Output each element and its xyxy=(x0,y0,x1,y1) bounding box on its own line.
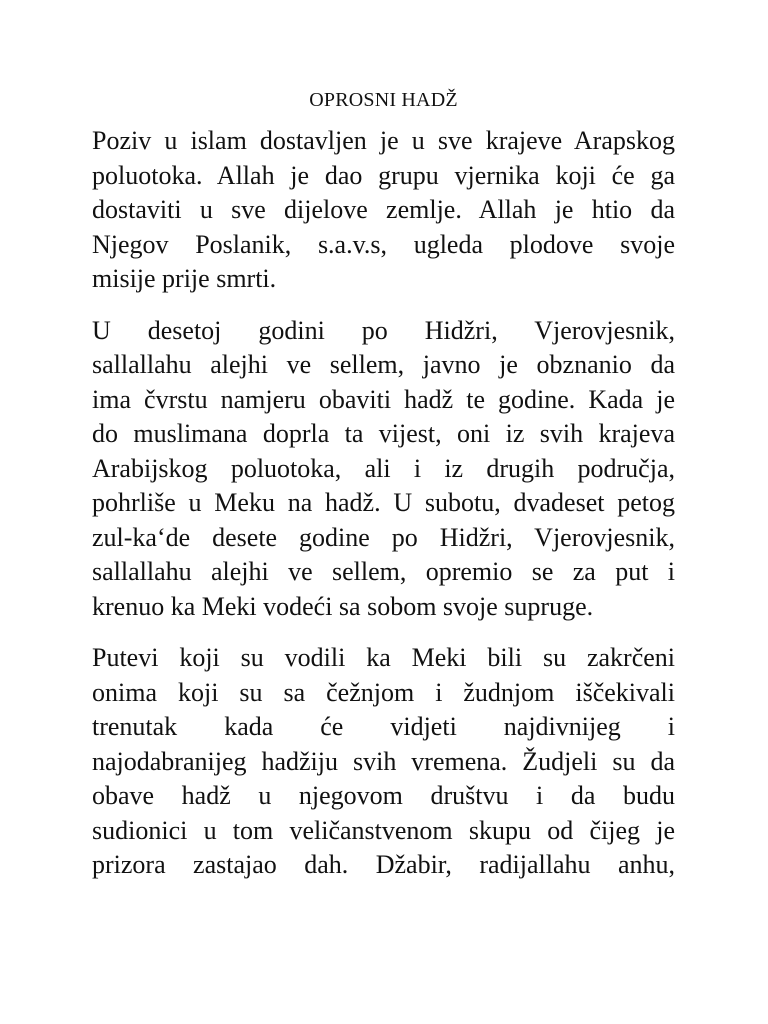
text-line: najodabranijeg hadžiju svih vremena. Žudjeli su da xyxy=(92,746,675,776)
text-line: dostaviti u sve dijelove zemlje. Allah je htio da xyxy=(92,195,675,224)
text-line: Arabijskog poluotoka, ali i iz drugih područja, xyxy=(92,453,675,483)
text-line: Putevi koji su vodili ka Meki bili su zakrčeni xyxy=(92,643,675,672)
text-line: onima koji su sa čežnjom i žudnjom iščekivali xyxy=(92,677,675,707)
text-line: trenutak kada će vidjeti najdivnijeg i xyxy=(92,712,675,741)
paragraph-2 xyxy=(92,314,675,625)
text-line: pohrliše u Meku na hadž. U subotu, dvadeset petog xyxy=(92,488,675,517)
text-line: sallallahu alejhi ve sellem, javno je obznanio da xyxy=(92,350,675,379)
document-page xyxy=(92,86,675,900)
document-title: OPROSNI HADŽ xyxy=(309,89,458,111)
text-line: sallallahu alejhi ve sellem, opremio se za put i xyxy=(92,557,675,586)
text-line: prizora zastajao dah. Džabir, radijallahu anhu, xyxy=(92,850,675,879)
text-line: sudionici u tom veličanstvenom skupu od čijeg je xyxy=(92,815,675,845)
paragraph-1 xyxy=(92,124,675,297)
text-line: krenuo ka Meki vodeći sa sobom svoje supruge. xyxy=(92,591,594,621)
text-line: Poziv u islam dostavljen je u sve krajeve Arapskog xyxy=(92,126,675,155)
text-line: U desetoj godini po Hidžri, Vjerovjesnik, xyxy=(92,315,675,345)
paragraph-3 xyxy=(92,641,675,883)
text-line: misije prije smrti. xyxy=(92,264,277,293)
text-line: do muslimana doprla ta vijest, oni iz svih krajeva xyxy=(92,419,675,448)
text-line: obave hadž u njegovom društvu i da budu xyxy=(92,781,675,810)
text-line: zul-ka‘de desete godine po Hidžri, Vjerovjesnik, xyxy=(92,522,675,552)
text-line: ima čvrstu namjeru obaviti hadž te godine. Kada je xyxy=(92,384,675,414)
text-line: poluotoka. Allah je dao grupu vjernika koji će ga xyxy=(92,160,675,190)
text-line: Njegov Poslanik, s.a.v.s, ugleda plodove svoje xyxy=(92,229,675,259)
